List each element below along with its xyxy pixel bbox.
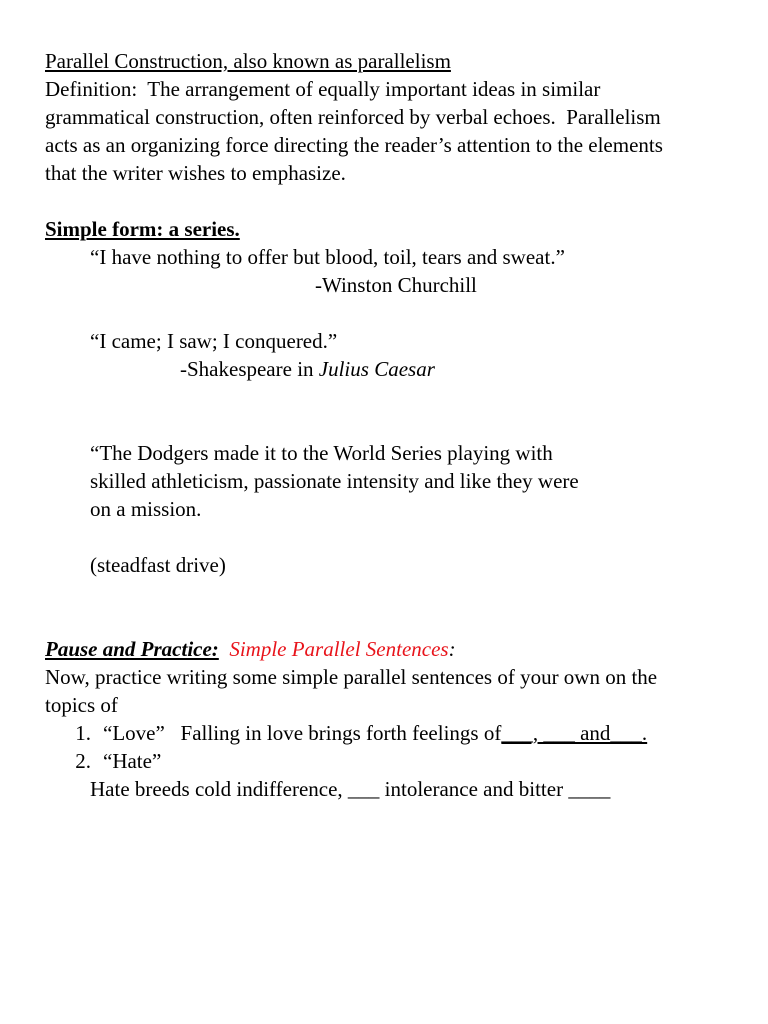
simple-form-title: Simple form: a series. bbox=[45, 217, 240, 241]
practice-subtitle-colon: : bbox=[448, 637, 456, 661]
definition-line-2: grammatical construction, often reinforced by verbal echoes. Parallelism bbox=[45, 105, 661, 129]
attribution-churchill: -Winston Churchill bbox=[315, 273, 477, 297]
topic-hate: “Hate” bbox=[103, 749, 162, 773]
spacer bbox=[45, 187, 725, 215]
practice-label: Pause and Practice: bbox=[45, 637, 219, 661]
topic-love: “Love” bbox=[103, 721, 165, 745]
practice-heading bbox=[45, 635, 725, 663]
quote-dodgers-line-2: skilled athleticism, passionate intensity and like they were bbox=[90, 469, 579, 493]
attribution-prefix: -Shakespeare in bbox=[180, 357, 319, 381]
definition-line-1: Definition: The arrangement of equally important ideas in similar bbox=[45, 77, 601, 101]
quote-dodgers-line-3: on a mission. bbox=[90, 497, 202, 521]
definition-line-3: acts as an organizing force directing the reader’s attention to the elements bbox=[45, 133, 663, 157]
spacer bbox=[45, 299, 725, 327]
spacer bbox=[45, 607, 725, 635]
practice-intro-line-1: Now, practice writing some simple parallel sentences of your own on the bbox=[45, 665, 658, 689]
quote-dodgers-line-1: “The Dodgers made it to the World Series playing with bbox=[90, 441, 553, 465]
spacer bbox=[45, 579, 725, 607]
list-number: 2. bbox=[75, 749, 91, 773]
love-blanks: ___, ___ and___. bbox=[501, 721, 648, 745]
document-page bbox=[45, 47, 725, 803]
practice-intro-line-2: topics of bbox=[45, 693, 118, 717]
list-item-love bbox=[45, 719, 725, 747]
document-heading: Parallel Construction, also known as parallelism bbox=[45, 49, 451, 73]
list-item-hate bbox=[45, 747, 725, 775]
definition-line-4: that the writer wishes to emphasize. bbox=[45, 161, 346, 185]
spacer bbox=[45, 523, 725, 551]
steadfast-note: (steadfast drive) bbox=[90, 553, 226, 577]
quote-caesar: “I came; I saw; I conquered.” bbox=[90, 329, 338, 353]
spacer bbox=[45, 411, 725, 439]
spacer bbox=[45, 383, 725, 411]
love-sentence: Falling in love brings forth feelings of bbox=[164, 721, 502, 745]
work-title: Julius Caesar bbox=[318, 357, 435, 381]
quote-churchill: “I have nothing to offer but blood, toil, tears and sweat.” bbox=[90, 245, 565, 269]
list-number: 1. bbox=[75, 721, 91, 745]
hate-sentence: Hate breeds cold indifference, ___ intolerance and bitter ____ bbox=[90, 777, 611, 801]
attribution-shakespeare bbox=[45, 355, 725, 383]
practice-subtitle: Simple Parallel Sentences bbox=[229, 637, 449, 661]
